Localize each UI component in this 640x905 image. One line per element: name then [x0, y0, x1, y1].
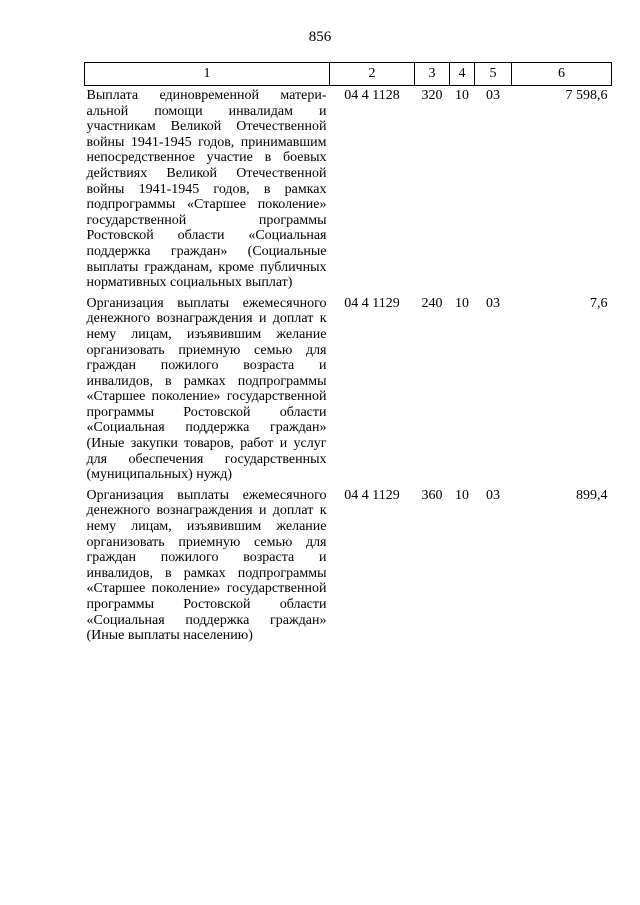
- table-row: [85, 86, 612, 296]
- header-col-6: 6: [512, 63, 612, 86]
- row-expense-type: 240: [421, 295, 443, 311]
- budget-table: [84, 62, 612, 649]
- row-description: Организация выплаты ежемесячного денежного вознаграждения и доплат к нему лицам, изъявившим желание организовать приемную семью для граждан пожилого возраста и инвалидов, в рамках подпрограммы «Старшее поколение» государственной программы Ростовской области «Социальная поддержка граждан» (Иные выплаты населению): [86, 487, 327, 644]
- row-target-code: 04 4 1129: [344, 295, 400, 311]
- row-subsection: 03: [486, 88, 500, 103]
- table-header-row: [85, 63, 612, 86]
- page-number: 856: [308, 29, 332, 45]
- table-row: [85, 488, 612, 649]
- row-expense-type: 320: [421, 88, 443, 103]
- row-description: Организация выплаты ежемесячного денежного вознаграждения и доплат к нему лицам, изъявившим желание организовать приемную семью для граждан пожилого возраста и инвалидов, в рамках подпрограммы «Старшее поколение» государственной программы Ростовской области «Социальная поддержка граждан» (Иные закупки товаров, работ и услуг для обеспечения государственных (муниципальных) нужд): [86, 295, 327, 483]
- row-target-code: 04 4 1129: [344, 487, 400, 503]
- table-row: [85, 296, 612, 488]
- row-section: 10: [455, 487, 469, 503]
- row-expense-type: 360: [421, 487, 443, 503]
- row-target-code: 04 4 1128: [344, 88, 400, 103]
- row-amount: 7,6: [590, 295, 608, 311]
- row-amount: 7 598,6: [565, 88, 608, 103]
- header-col-1: 1: [85, 63, 330, 86]
- header-col-2: 2: [330, 63, 415, 86]
- row-section: 10: [455, 88, 469, 103]
- header-col-5: 5: [475, 63, 512, 86]
- header-col-4: 4: [450, 63, 475, 86]
- row-description: Выплата единовременной материальной помощи инвалидам и участникам Великой Отечественной войны 1941-1945 годов, принимавшим непосредственное участие в боевых действиях Великой Отечественной войны 1941-1945 годов, в рамках подпрограммы «Старшее поколение» государственной программы Ростовской области «Социальная поддержка граждан» (Социальные выплаты гражданам, кроме публичных нормативных социальных выплат): [86, 88, 327, 291]
- row-amount: 899,4: [576, 487, 608, 503]
- row-subsection: 03: [486, 295, 500, 311]
- row-subsection: 03: [486, 487, 500, 503]
- header-col-3: 3: [415, 63, 450, 86]
- row-section: 10: [455, 295, 469, 311]
